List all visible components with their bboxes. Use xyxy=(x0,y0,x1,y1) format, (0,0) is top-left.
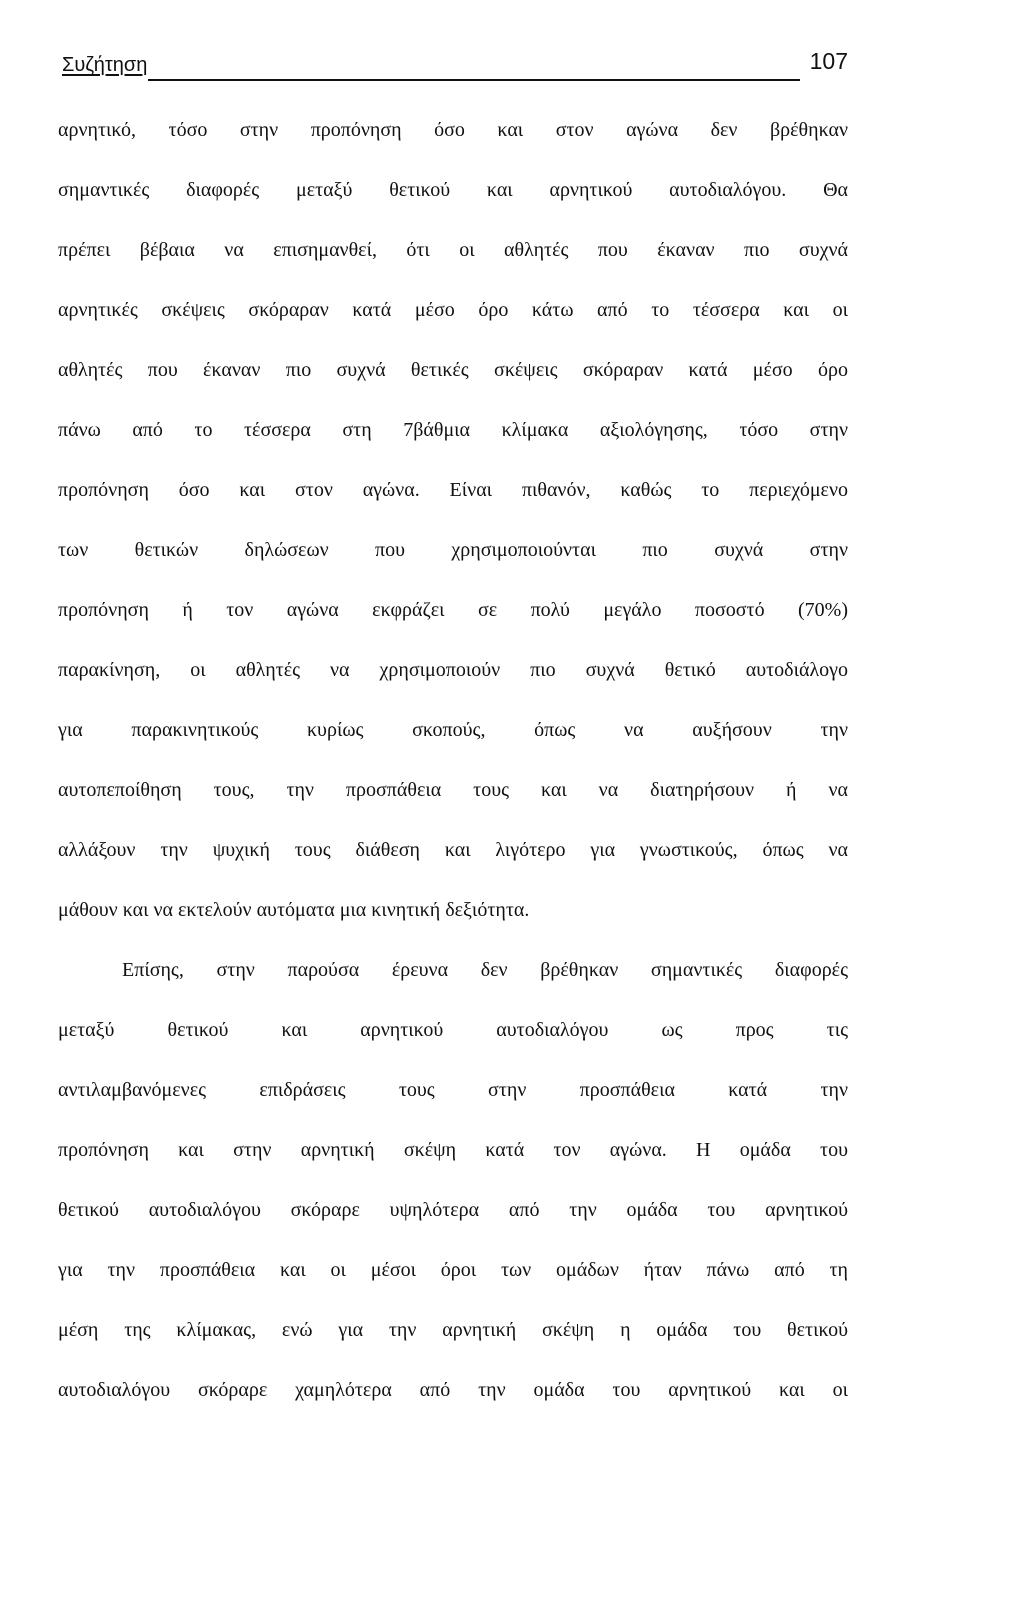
text-line: σημαντικές διαφορές μεταξύ θετικού και αρνητικού αυτοδιαλόγου. Θα xyxy=(58,179,848,201)
text-line: αθλητές που έκαναν πιο συχνά θετικές σκέψεις σκόραραν κατά μέσο όρο xyxy=(58,359,848,381)
text-line: πάνω από το τέσσερα στη 7βάθμια κλίμακα αξιολόγησης, τόσο στην xyxy=(58,419,848,441)
text-line: μέση της κλίμακας, ενώ για την αρνητική σκέψη η ομάδα του θετικού xyxy=(58,1319,848,1341)
paragraph-1 xyxy=(58,100,848,940)
header-rule xyxy=(148,79,800,81)
text-line: προπόνηση ή τον αγώνα εκφράζει σε πολύ μεγάλο ποσοστό (70%) xyxy=(58,599,848,621)
text-line: πρέπει βέβαια να επισημανθεί, ότι οι αθλητές που έκαναν πιο συχνά xyxy=(58,239,848,261)
text-line: για παρακινητικούς κυρίως σκοπούς, όπως να αυξήσουν την xyxy=(58,719,848,741)
text-line: για την προσπάθεια και οι μέσοι όροι των ομάδων ήταν πάνω από τη xyxy=(58,1259,848,1281)
text-line: αντιλαμβανόμενες επιδράσεις τους στην προσπάθεια κατά την xyxy=(58,1079,848,1101)
text-line: αλλάξουν την ψυχική τους διάθεση και λιγότερο για γνωστικούς, όπως να xyxy=(58,839,848,861)
text-line: αρνητικό, τόσο στην προπόνηση όσο και στον αγώνα δεν βρέθηκαν xyxy=(58,119,848,141)
text-line: αυτοδιαλόγου σκόραρε χαμηλότερα από την ομάδα του αρνητικού και οι xyxy=(58,1379,848,1401)
page-number: 107 xyxy=(809,48,848,74)
text-line: μάθουν και να εκτελούν αυτόματα μια κινητική δεξιότητα. xyxy=(58,899,530,921)
document-page xyxy=(58,46,848,1420)
text-line: αυτοπεποίθηση τους, την προσπάθεια τους και να διατηρήσουν ή να xyxy=(58,779,848,801)
text-line: προπόνηση όσο και στον αγώνα. Είναι πιθανόν, καθώς το περιεχόμενο xyxy=(58,479,848,501)
section-title: Συζήτηση xyxy=(62,54,148,76)
text-line: Επίσης, στην παρούσα έρευνα δεν βρέθηκαν σημαντικές διαφορές xyxy=(122,959,848,981)
text-line: των θετικών δηλώσεων που χρησιμοποιούνται πιο συχνά στην xyxy=(58,539,848,561)
text-line: προπόνηση και στην αρνητική σκέψη κατά τον αγώνα. Η ομάδα του xyxy=(58,1139,848,1161)
text-line: μεταξύ θετικού και αρνητικού αυτοδιαλόγου ως προς τις xyxy=(58,1019,848,1041)
paragraph-2 xyxy=(58,940,848,1420)
text-line: παρακίνηση, οι αθλητές να χρησιμοποιούν πιο συχνά θετικό αυτοδιάλογο xyxy=(58,659,848,681)
page-header xyxy=(58,46,848,80)
text-line: θετικού αυτοδιαλόγου σκόραρε υψηλότερα από την ομάδα του αρνητικού xyxy=(58,1199,848,1221)
text-line: αρνητικές σκέψεις σκόραραν κατά μέσο όρο κάτω από το τέσσερα και οι xyxy=(58,299,848,321)
body-text xyxy=(58,100,848,1420)
